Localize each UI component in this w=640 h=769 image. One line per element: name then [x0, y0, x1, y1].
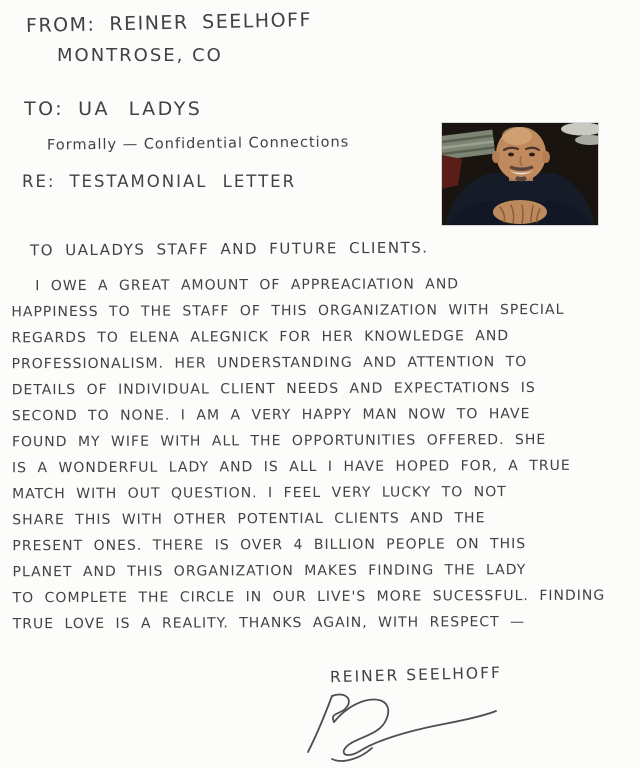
from-line: [26, 9, 312, 37]
to-line: [24, 98, 202, 120]
re-subject: TESTAMONIAL LETTER: [69, 172, 297, 191]
body-line: SECOND TO NONE. I AM A VERY HAPPY MAN NOW TO HAVE: [11, 406, 531, 425]
portrait-photo: [442, 123, 598, 225]
to-name: UA LADYS: [78, 98, 203, 120]
re-line: [22, 172, 296, 191]
body-line: TRUE LOVE IS A REALITY. THANKS AGAIN, WITH RESPECT —: [12, 614, 526, 633]
re-label: RE:: [22, 172, 56, 191]
body-line: PLANET AND THIS ORGANIZATION MAKES FINDING THE LADY: [12, 562, 527, 581]
body-line: DETAILS OF INDIVIDUAL CLIENT NEEDS AND EXPECTATIONS IS: [11, 380, 536, 399]
to-former-name: Formally — Confidential Connections: [46, 134, 350, 154]
body-line: I OWE A GREAT AMOUNT OF APPREACIATION AND: [35, 276, 460, 295]
body-line: MATCH WITH OUT QUESTION. I FEEL VERY LUCKY TO NOT: [12, 484, 507, 503]
signature-mark: [282, 686, 522, 768]
from-city: MONTROSE, CO: [57, 45, 223, 66]
body-line: TO COMPLETE THE CIRCLE IN OUR LIVE'S MORE SUCESSFUL. FINDING: [12, 587, 606, 607]
body-line: SHARE THIS WITH OTHER POTENTIAL CLIENTS AND THE: [12, 510, 486, 529]
from-label: FROM:: [25, 13, 96, 37]
body-line: REGARDS TO ELENA ALEGNICK FOR HER KNOWLEDGE AND: [11, 328, 510, 347]
portrait-photo-illustration: [442, 123, 598, 225]
letter-body: [11, 276, 605, 643]
from-name: REINER SEELHOFF: [109, 9, 313, 36]
to-label: TO:: [24, 98, 65, 120]
body-line: IS A WONDERFUL LADY AND IS ALL I HAVE HOPED FOR, A TRUE: [12, 457, 571, 477]
body-line: FOUND MY WIFE WITH ALL THE OPPORTUNITIES OFFERED. SHE: [11, 431, 547, 451]
signature-printed-name: REINER SEELHOFF: [329, 663, 503, 687]
handwritten-signature-icon: [282, 686, 522, 764]
body-line: PRESENT ONES. THERE IS OVER 4 BILLION PEOPLE ON THIS: [12, 536, 527, 555]
body-line: HAPPINESS TO THE STAFF OF THIS ORGANIZATION WITH SPECIAL: [11, 301, 565, 321]
body-line: PROFESSIONALISM. HER UNDERSTANDING AND ATTENTION TO: [11, 354, 528, 373]
salutation: TO UALADYS STAFF AND FUTURE CLIENTS.: [29, 238, 429, 260]
